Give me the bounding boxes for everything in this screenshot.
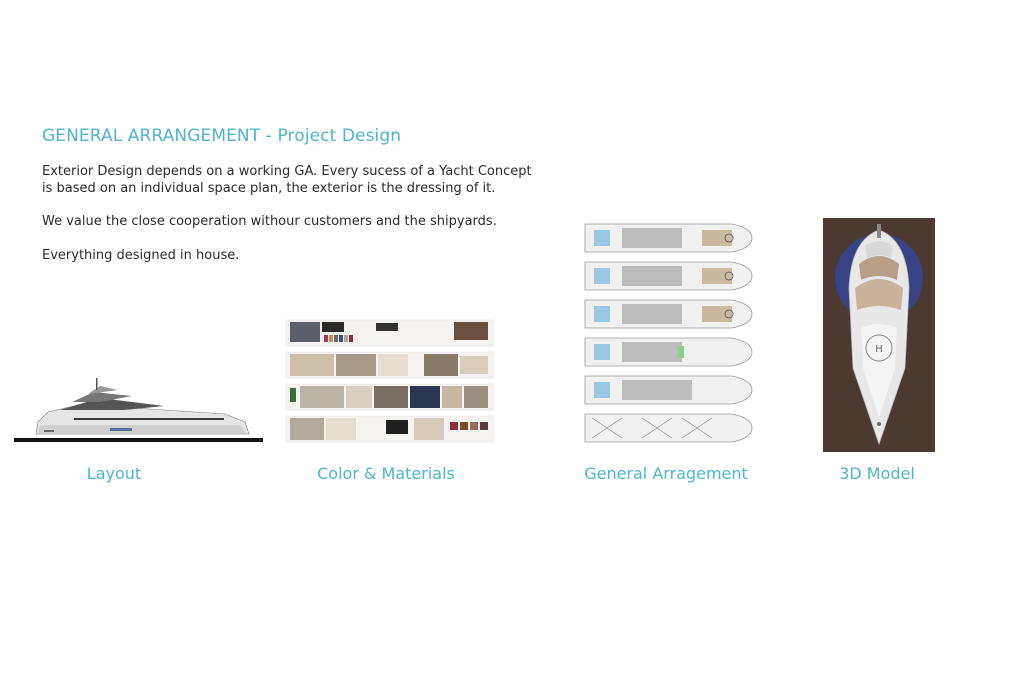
svg-text:H: H [875, 344, 883, 355]
caption-layout[interactable]: Layout [86, 464, 142, 483]
page-title: GENERAL ARRANGEMENT - Project Design [42, 126, 402, 146]
moodboard-icon[interactable] [284, 312, 496, 454]
caption-color-materials[interactable]: Color & Materials [317, 464, 455, 483]
yacht-profile-icon[interactable] [14, 372, 264, 444]
caption-3d-model[interactable]: 3D Model [839, 464, 915, 483]
intro-text [42, 164, 542, 281]
deck-plans-icon[interactable] [582, 218, 758, 452]
paragraph-2: We value the close cooperation withour customers and the shipyards. [42, 214, 497, 229]
caption-general-arrangement[interactable]: General Arragement [584, 464, 748, 483]
paragraph-1: Exterior Design depends on a working GA. Every sucess of a Yacht Concept is based on an individual space plan, the exterior is the dressing of it. [42, 164, 532, 196]
paragraph-3: Everything designed in house. [42, 247, 240, 263]
yacht-top-view-icon[interactable] [823, 218, 935, 452]
